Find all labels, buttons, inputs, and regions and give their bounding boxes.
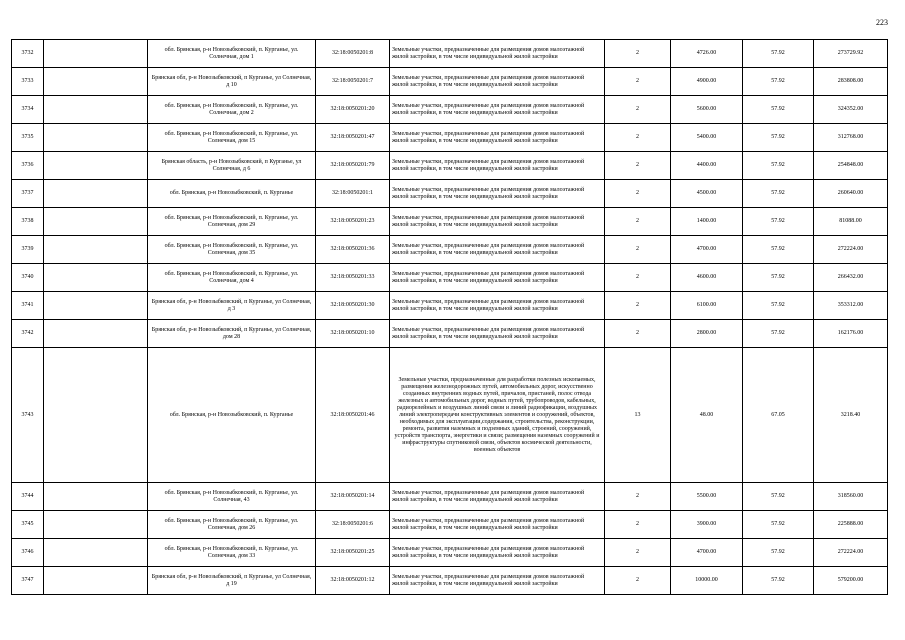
cell-row-number: 3743: [12, 348, 44, 483]
cell-address: обл. Брянская, р-н Новозыбковский, п. Курганье, ул. Солнечная, дом 33: [148, 539, 316, 567]
cell-row-number: 3736: [12, 152, 44, 180]
table-body: [12, 40, 888, 595]
cell-row-number: 3739: [12, 236, 44, 264]
table-row: [12, 292, 888, 320]
cell-empty: [44, 320, 148, 348]
cell-cadastral-value: 312768.00: [814, 124, 888, 152]
cell-area: 3900.00: [671, 511, 743, 539]
cell-empty: [44, 124, 148, 152]
table-row: [12, 68, 888, 96]
table-row: [12, 208, 888, 236]
cell-cadastral-number: 32:18:0050201:10: [316, 320, 390, 348]
cell-area: 10000.00: [671, 567, 743, 595]
cell-address: обл. Брянская, р-н Новозыбковский, п. Курганье, ул. Солнечная, дом 4: [148, 264, 316, 292]
cell-address: обл. Брянская, р-н Новозыбковский, п. Курганье: [148, 348, 316, 483]
cell-specific-value: 57.92: [743, 40, 814, 68]
cell-address: Брянская область, р-н Новозыбковский, п Курганье, ул Солнечная, д 6: [148, 152, 316, 180]
table-row: [12, 483, 888, 511]
cell-cadastral-number: 32:18:0050201:36: [316, 236, 390, 264]
cell-cadastral-number: 32:18:0050201:1: [316, 180, 390, 208]
cell-land-use-purpose: Земельные участки, предназначенные для размещения домов малоэтажной жилой застройки, в том числе индивидуальной жилой застройки: [390, 152, 605, 180]
cell-address: обл. Брянская, р-н Новозыбковский, п. Курганье: [148, 180, 316, 208]
cell-cadastral-value: 225888.00: [814, 511, 888, 539]
cell-address: обл. Брянская, р-н Новозыбковский, п. Курганье, ул. Солнечная, дом 26: [148, 511, 316, 539]
cell-row-number: 3733: [12, 68, 44, 96]
cell-use-group: 2: [605, 124, 671, 152]
cell-area: 5400.00: [671, 124, 743, 152]
cell-specific-value: 57.92: [743, 483, 814, 511]
cell-cadastral-number: 32:18:0050201:25: [316, 539, 390, 567]
cell-specific-value: 57.92: [743, 180, 814, 208]
cell-cadastral-value: 283808.00: [814, 68, 888, 96]
cell-land-use-purpose: Земельные участки, предназначенные для размещения домов малоэтажной жилой застройки, в том числе индивидуальной жилой застройки: [390, 180, 605, 208]
table-row: [12, 236, 888, 264]
table-row: [12, 539, 888, 567]
cell-use-group: 2: [605, 236, 671, 264]
cell-area: 4400.00: [671, 152, 743, 180]
cell-cadastral-number: 32:18:0050201:30: [316, 292, 390, 320]
table-row: [12, 96, 888, 124]
cell-land-use-purpose: Земельные участки, предназначенные для размещения домов малоэтажной жилой застройки, в том числе индивидуальной жилой застройки: [390, 264, 605, 292]
cell-use-group: 2: [605, 152, 671, 180]
cell-specific-value: 57.92: [743, 236, 814, 264]
cell-row-number: 3737: [12, 180, 44, 208]
cell-specific-value: 57.92: [743, 292, 814, 320]
cell-area: 5500.00: [671, 483, 743, 511]
cell-cadastral-value: 318560.00: [814, 483, 888, 511]
cell-use-group: 2: [605, 40, 671, 68]
cell-cadastral-value: 579200.00: [814, 567, 888, 595]
cell-row-number: 3735: [12, 124, 44, 152]
cell-cadastral-value: 162176.00: [814, 320, 888, 348]
page-number: 223: [876, 18, 888, 27]
cell-empty: [44, 152, 148, 180]
cell-cadastral-number: 32:18:0050201:23: [316, 208, 390, 236]
cell-area: 1400.00: [671, 208, 743, 236]
cell-cadastral-number: 32:18:0050201:12: [316, 567, 390, 595]
cell-row-number: 3742: [12, 320, 44, 348]
cell-address: обл. Брянская, р-н Новозыбковский, п. Курганье, ул. Солнечная, дом 15: [148, 124, 316, 152]
cell-land-use-purpose: Земельные участки, предназначенные для размещения домов малоэтажной жилой застройки, в том числе индивидуальной жилой застройки: [390, 208, 605, 236]
cell-specific-value: 57.92: [743, 320, 814, 348]
cell-address: Брянская обл, р-н Новозыбковский, п Курганье, ул Солнечная, д 10: [148, 68, 316, 96]
cell-land-use-purpose: Земельные участки, предназначенные для размещения домов малоэтажной жилой застройки, в том числе индивидуальной жилой застройки: [390, 539, 605, 567]
cell-specific-value: 57.92: [743, 511, 814, 539]
cell-land-use-purpose: Земельные участки, предназначенные для размещения домов малоэтажной жилой застройки, в том числе индивидуальной жилой застройки: [390, 320, 605, 348]
table-row: [12, 320, 888, 348]
cell-row-number: 3738: [12, 208, 44, 236]
cell-area: 4900.00: [671, 68, 743, 96]
cell-cadastral-number: 32:18:0050201:6: [316, 511, 390, 539]
table-row: [12, 511, 888, 539]
cell-row-number: 3734: [12, 96, 44, 124]
cell-row-number: 3732: [12, 40, 44, 68]
cell-land-use-purpose: Земельные участки, предназначенные для размещения домов малоэтажной жилой застройки, в том числе индивидуальной жилой застройки: [390, 68, 605, 96]
cell-address: Брянская обл, р-н Новозыбковский, п Курганье, ул Солнечная, д 19: [148, 567, 316, 595]
cell-use-group: 2: [605, 292, 671, 320]
cell-empty: [44, 96, 148, 124]
cell-cadastral-value: 273729.92: [814, 40, 888, 68]
cell-address: обл. Брянская, р-н Новозыбковский, п. Курганье, ул. Солнечная, 43: [148, 483, 316, 511]
cell-empty: [44, 567, 148, 595]
cell-row-number: 3741: [12, 292, 44, 320]
cell-cadastral-number: 32:18:0050201:47: [316, 124, 390, 152]
cell-empty: [44, 539, 148, 567]
cell-row-number: 3744: [12, 483, 44, 511]
cell-use-group: 2: [605, 483, 671, 511]
land-registry-table: [11, 39, 888, 595]
cell-use-group: 2: [605, 539, 671, 567]
cell-land-use-purpose: Земельные участки, предназначенные для размещения домов малоэтажной жилой застройки, в том числе индивидуальной жилой застройки: [390, 567, 605, 595]
cell-cadastral-value: 3218.40: [814, 348, 888, 483]
cell-specific-value: 57.92: [743, 96, 814, 124]
cell-area: 4700.00: [671, 539, 743, 567]
cell-use-group: 2: [605, 180, 671, 208]
cell-empty: [44, 68, 148, 96]
cell-cadastral-number: 32:18:0050201:46: [316, 348, 390, 483]
cell-specific-value: 57.92: [743, 567, 814, 595]
cell-specific-value: 57.92: [743, 539, 814, 567]
cell-use-group: 2: [605, 96, 671, 124]
cell-use-group: 2: [605, 567, 671, 595]
cell-area: 4700.00: [671, 236, 743, 264]
cell-address: обл. Брянская, р-н Новозыбковский, п. Курганье, ул. Солнечная, дом 2: [148, 96, 316, 124]
cell-empty: [44, 348, 148, 483]
cell-address: Брянская обл, р-н Новозыбковский, п Курганье, ул Солнечная, д 3: [148, 292, 316, 320]
cell-row-number: 3740: [12, 264, 44, 292]
cell-area: 2800.00: [671, 320, 743, 348]
cell-cadastral-value: 266432.00: [814, 264, 888, 292]
cell-specific-value: 57.92: [743, 208, 814, 236]
cell-empty: [44, 292, 148, 320]
cell-empty: [44, 264, 148, 292]
table-row: [12, 264, 888, 292]
cell-row-number: 3747: [12, 567, 44, 595]
cell-empty: [44, 483, 148, 511]
cell-use-group: 2: [605, 320, 671, 348]
cell-empty: [44, 511, 148, 539]
cell-use-group: 2: [605, 264, 671, 292]
cell-area: 4600.00: [671, 264, 743, 292]
cell-cadastral-value: 353312.00: [814, 292, 888, 320]
cell-land-use-purpose: Земельные участки, предназначенные для размещения домов малоэтажной жилой застройки, в том числе индивидуальной жилой застройки: [390, 483, 605, 511]
cell-cadastral-value: 272224.00: [814, 539, 888, 567]
cell-specific-value: 57.92: [743, 68, 814, 96]
cell-specific-value: 57.92: [743, 124, 814, 152]
table-row: [12, 40, 888, 68]
cell-cadastral-number: 32:18:0050201:20: [316, 96, 390, 124]
cell-cadastral-number: 32:18:0050201:7: [316, 68, 390, 96]
cell-specific-value: 57.92: [743, 152, 814, 180]
cell-cadastral-number: 32:18:0050201:8: [316, 40, 390, 68]
cell-area: 6100.00: [671, 292, 743, 320]
cell-row-number: 3745: [12, 511, 44, 539]
cell-area: 48.00: [671, 348, 743, 483]
cell-land-use-purpose: Земельные участки, предназначенные для размещения домов малоэтажной жилой застройки, в том числе индивидуальной жилой застройки: [390, 96, 605, 124]
cell-empty: [44, 40, 148, 68]
table-row: [12, 124, 888, 152]
table-row: [12, 180, 888, 208]
cell-cadastral-value: 254848.00: [814, 152, 888, 180]
cell-cadastral-number: 32:18:0050201:79: [316, 152, 390, 180]
cell-cadastral-value: 324352.00: [814, 96, 888, 124]
cell-empty: [44, 208, 148, 236]
cell-land-use-purpose: Земельные участки, предназначенные для размещения домов малоэтажной жилой застройки, в том числе индивидуальной жилой застройки: [390, 236, 605, 264]
cell-use-group: 13: [605, 348, 671, 483]
cell-specific-value: 67.05: [743, 348, 814, 483]
cell-cadastral-value: 272224.00: [814, 236, 888, 264]
cell-area: 5600.00: [671, 96, 743, 124]
cell-use-group: 2: [605, 511, 671, 539]
cell-address: обл. Брянская, р-н Новозыбковский, п. Курганье, ул. Солнечная, дом 35: [148, 236, 316, 264]
cell-empty: [44, 180, 148, 208]
cell-cadastral-number: 32:18:0050201:14: [316, 483, 390, 511]
cell-address: Брянская обл, р-н Новозыбковский, п Курганье, ул Солнечная, дом 28: [148, 320, 316, 348]
cell-specific-value: 57.92: [743, 264, 814, 292]
cell-address: обл. Брянская, р-н Новозыбковский, п. Курганье, ул. Солнечная, дом 1: [148, 40, 316, 68]
cell-empty: [44, 236, 148, 264]
cell-cadastral-number: 32:18:0050201:33: [316, 264, 390, 292]
cell-use-group: 2: [605, 68, 671, 96]
cell-cadastral-value: 260640.00: [814, 180, 888, 208]
cell-land-use-purpose: Земельные участки, предназначенные для размещения домов малоэтажной жилой застройки, в том числе индивидуальной жилой застройки: [390, 292, 605, 320]
cell-area: 4500.00: [671, 180, 743, 208]
cell-address: обл. Брянская, р-н Новозыбковский, п. Курганье, ул. Солнечная, дом 29: [148, 208, 316, 236]
cell-cadastral-value: 81088.00: [814, 208, 888, 236]
table-row: [12, 567, 888, 595]
table-row: [12, 348, 888, 483]
cell-row-number: 3746: [12, 539, 44, 567]
cell-land-use-purpose: Земельные участки, предназначенные для размещения домов малоэтажной жилой застройки, в том числе индивидуальной жилой застройки: [390, 40, 605, 68]
cell-use-group: 2: [605, 208, 671, 236]
table-row: [12, 152, 888, 180]
cell-land-use-purpose: Земельные участки, предназначенные для размещения домов малоэтажной жилой застройки, в том числе индивидуальной жилой застройки: [390, 511, 605, 539]
cell-land-use-purpose: Земельные участки, предназначенные для размещения домов малоэтажной жилой застройки, в том числе индивидуальной жилой застройки: [390, 124, 605, 152]
cell-area: 4726.00: [671, 40, 743, 68]
cell-land-use-purpose: Земельные участки, предназначенные для разработки полезных ископаемых, размещения железнодорожных путей, автомобильных дорог, искусственно созданных внутренних водных путей, причалов, пристаней, полос отвода железных и автомобильных дорог, водных путей, трубопроводов, кабельных, радиорелейных и воздушных линий связи и линий радиофикации, воздушных линий электропередачи конструктивных элементов и сооружений, объектов, необходимых для эксплуатации,содержания, строительства, реконструкции, ремонта, развития наземных и подземных зданий, строений, сооружений, устройств транспорта, энергетики и связи; размещения наземных сооружений и инфраструктуры спутниковой связи, объектов космической деятельности, военных объектов: [390, 348, 605, 483]
